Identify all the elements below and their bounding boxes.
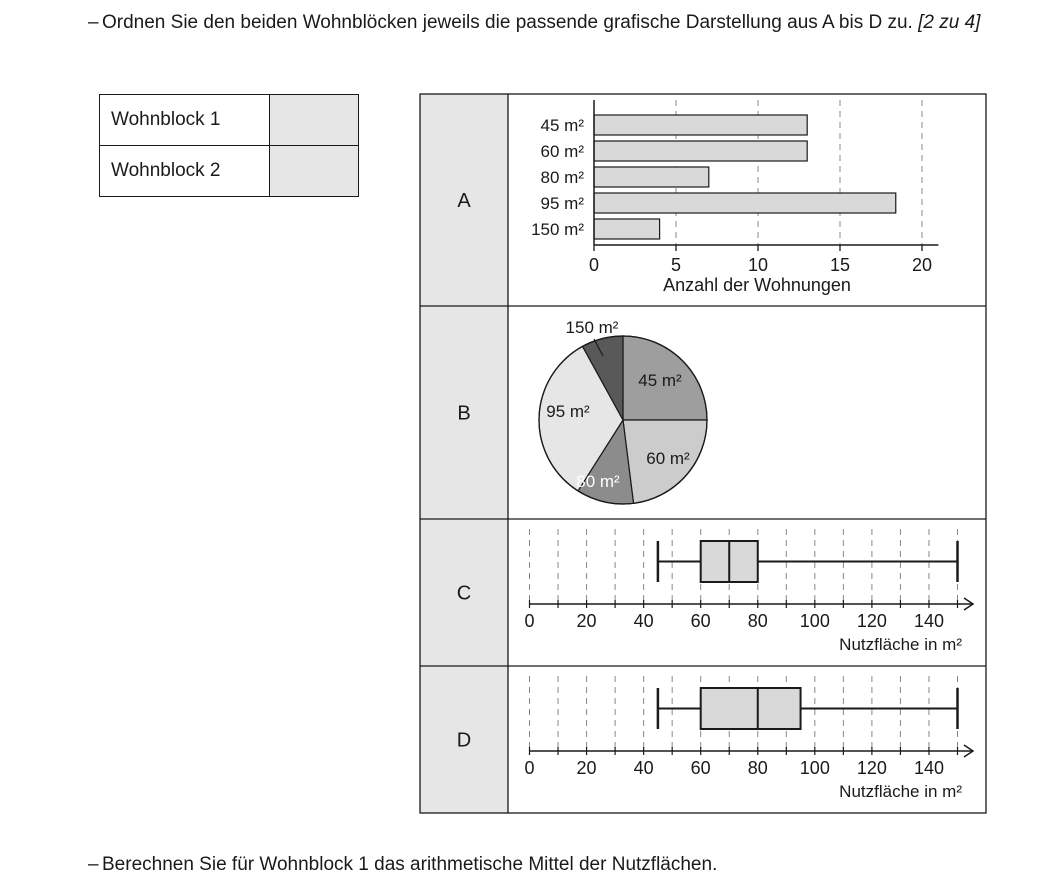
chart-d-x-tick-label: 120 — [856, 758, 887, 778]
chart-d-x-tick-label: 60 — [690, 758, 711, 778]
chart-a-bar — [594, 193, 896, 213]
panel-label-c: C — [456, 582, 472, 605]
task-1-dash: – — [88, 12, 99, 33]
chart-d-x-tick-label: 20 — [576, 758, 597, 778]
chart-b-slice-label: 80 m² — [576, 472, 620, 491]
chart-a-bar — [594, 219, 660, 239]
chart-a-x-tick-label: 0 — [588, 255, 600, 275]
chart-b-slice-label: 95 m² — [546, 402, 590, 421]
chart-c-x-tick-label: 100 — [799, 611, 830, 631]
chart-a-x-label: Anzahl der Wohnungen — [663, 275, 851, 295]
chart-a-x-tick-label: 20 — [911, 255, 933, 275]
task-1-text: Ordnen Sie den beiden Wohnblöcken jeweils die passende grafische Darstellung aus A bis D zu. — [102, 12, 913, 33]
chart-a-bar — [594, 115, 807, 135]
chart-a-category-label: 80 m² — [540, 168, 584, 187]
chart-d-x-tick-label: 140 — [913, 758, 944, 778]
chart-a-x-tick-label: 5 — [670, 255, 682, 275]
chart-a-category-label: 45 m² — [540, 116, 584, 135]
chart-b-slice-label: 150 m² — [565, 318, 619, 337]
chart-a-category-label: 60 m² — [540, 142, 584, 161]
chart-c-x-tick-label: 60 — [690, 611, 711, 631]
chart-d-x-tick-label: 100 — [799, 758, 830, 778]
chart-a-bar — [594, 167, 709, 187]
panel-label-d: D — [456, 729, 472, 752]
chart-c-x-tick-label: 40 — [633, 611, 654, 631]
chart-b-slice-label: 45 m² — [638, 371, 682, 390]
panel-label-a: A — [457, 190, 471, 212]
chart-c-x-tick-label: 80 — [747, 611, 768, 631]
chart-d-box — [701, 688, 801, 729]
chart-c-x-label: Nutzfläche in m² — [839, 635, 962, 654]
chart-a-category-label: 150 m² — [531, 220, 584, 239]
assignment-label-2: Wohnblock 2 — [100, 146, 270, 197]
chart-d-x-tick-label: 80 — [747, 758, 768, 778]
chart-c-x-tick-label: 120 — [856, 611, 887, 631]
task-2-text: Berechnen Sie für Wohnblock 1 das arithmetische Mittel der Nutzflächen. — [102, 854, 718, 875]
chart-a-bar — [594, 141, 807, 161]
chart-d-x-tick-label: 0 — [524, 758, 535, 778]
chart-b-slice-label: 60 m² — [646, 449, 690, 468]
chart-c-x-tick-label: 20 — [576, 611, 597, 631]
chart-c-x-tick-label: 140 — [913, 611, 944, 631]
chart-a-x-tick-label: 10 — [747, 255, 769, 275]
task-2-dash: – — [88, 854, 99, 875]
chart-d-x-tick-label: 40 — [633, 758, 654, 778]
assignment-label-1: Wohnblock 1 — [100, 95, 270, 146]
panel-label-b: B — [457, 402, 471, 425]
task-2 — [88, 852, 988, 878]
chart-d-x-label: Nutzfläche in m² — [839, 782, 962, 801]
chart-a-category-label: 95 m² — [540, 194, 584, 213]
chart-a-x-tick-label: 15 — [829, 255, 851, 275]
chart-c-x-tick-label: 0 — [524, 611, 535, 631]
task-1-note: [2 zu 4] — [918, 12, 981, 33]
